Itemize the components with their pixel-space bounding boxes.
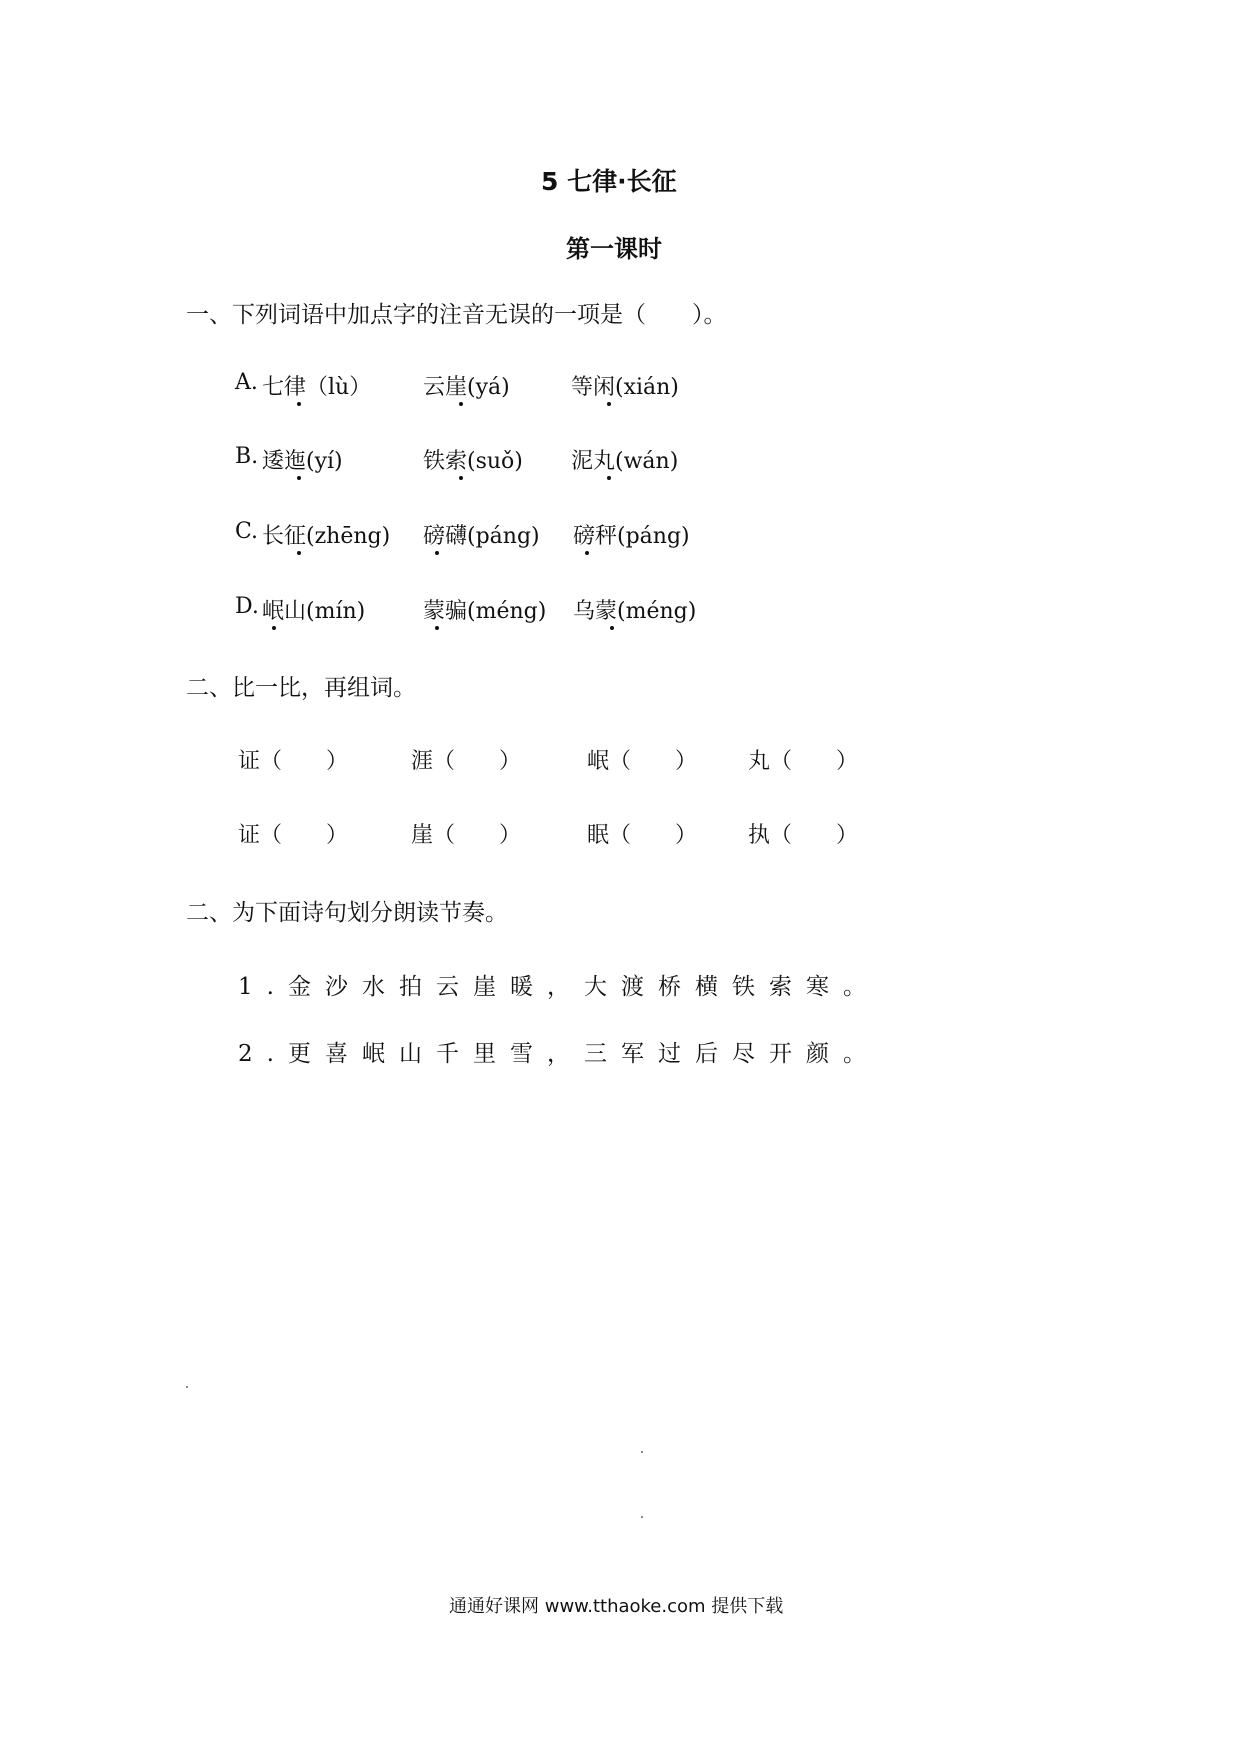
scan-speck xyxy=(641,1451,643,1453)
option-d-word-1: 岷山(mín) xyxy=(262,599,366,624)
emphasis-dot xyxy=(297,402,301,406)
emphasis-dot xyxy=(607,402,611,406)
option-d-word-3: 乌蒙(méng) xyxy=(573,599,697,624)
option-b-label: B. xyxy=(235,444,259,469)
page-subtitle: 第一课时 xyxy=(566,235,662,263)
section3-heading: 二、为下面诗句划分朗读节奏。 xyxy=(186,900,508,926)
emphasis-dot xyxy=(585,551,589,555)
compare-item: 证（ ） xyxy=(238,749,349,774)
option-c-word-1: 长征(zhēng) xyxy=(262,524,391,549)
emphasis-dot xyxy=(459,476,463,480)
compare-item: 丸（ ） xyxy=(748,749,859,774)
emphasis-dot xyxy=(435,626,439,630)
option-c-word-3: 磅秤(páng) xyxy=(573,524,690,549)
emphasis-dot xyxy=(610,626,614,630)
option-a-word-1: 七律（lù） xyxy=(262,375,372,400)
emphasis-dot xyxy=(272,626,276,630)
compare-item: 岷（ ） xyxy=(587,749,698,774)
page-footer: 通通好课网 www.tthaoke.com 提供下载 xyxy=(449,1596,784,1617)
emphasis-dot xyxy=(459,402,463,406)
emphasis-dot xyxy=(607,476,611,480)
section2-heading: 二、比一比，再组词。 xyxy=(186,675,416,701)
option-b-word-3: 泥丸(wán) xyxy=(571,449,679,474)
emphasis-dot xyxy=(435,551,439,555)
option-d-label: D. xyxy=(235,594,259,619)
option-a-word-3: 等闲(xián) xyxy=(571,375,679,400)
emphasis-dot xyxy=(297,476,301,480)
scan-speck xyxy=(186,1386,188,1388)
compare-item: 涯（ ） xyxy=(411,749,522,774)
option-b-word-1: 逶迤(yí) xyxy=(262,449,343,474)
scan-speck xyxy=(641,1516,643,1518)
page-title: 5 七律·长征 xyxy=(541,167,677,196)
poem-line-2: 2.更喜岷山千里雪，三军过后尽开颜。 xyxy=(238,1041,880,1067)
option-b-word-2: 铁索(suǒ) xyxy=(423,449,523,474)
option-c-label: C. xyxy=(235,519,259,544)
compare-item: 证（ ） xyxy=(238,823,349,848)
option-a-label: A. xyxy=(235,370,258,395)
option-a-word-2: 云崖(yá) xyxy=(423,375,510,400)
compare-item: 崖（ ） xyxy=(411,823,522,848)
section1-heading: 一、下列词语中加点字的注音无误的一项是（ ）。 xyxy=(186,302,727,328)
option-c-word-2: 磅礴(páng) xyxy=(423,524,540,549)
compare-item: 眠（ ） xyxy=(587,823,698,848)
compare-item: 执（ ） xyxy=(748,823,859,848)
option-d-word-2: 蒙骗(méng) xyxy=(423,599,547,624)
poem-line-1: 1.金沙水拍云崖暖，大渡桥横铁索寒。 xyxy=(238,974,880,1000)
emphasis-dot xyxy=(297,551,301,555)
